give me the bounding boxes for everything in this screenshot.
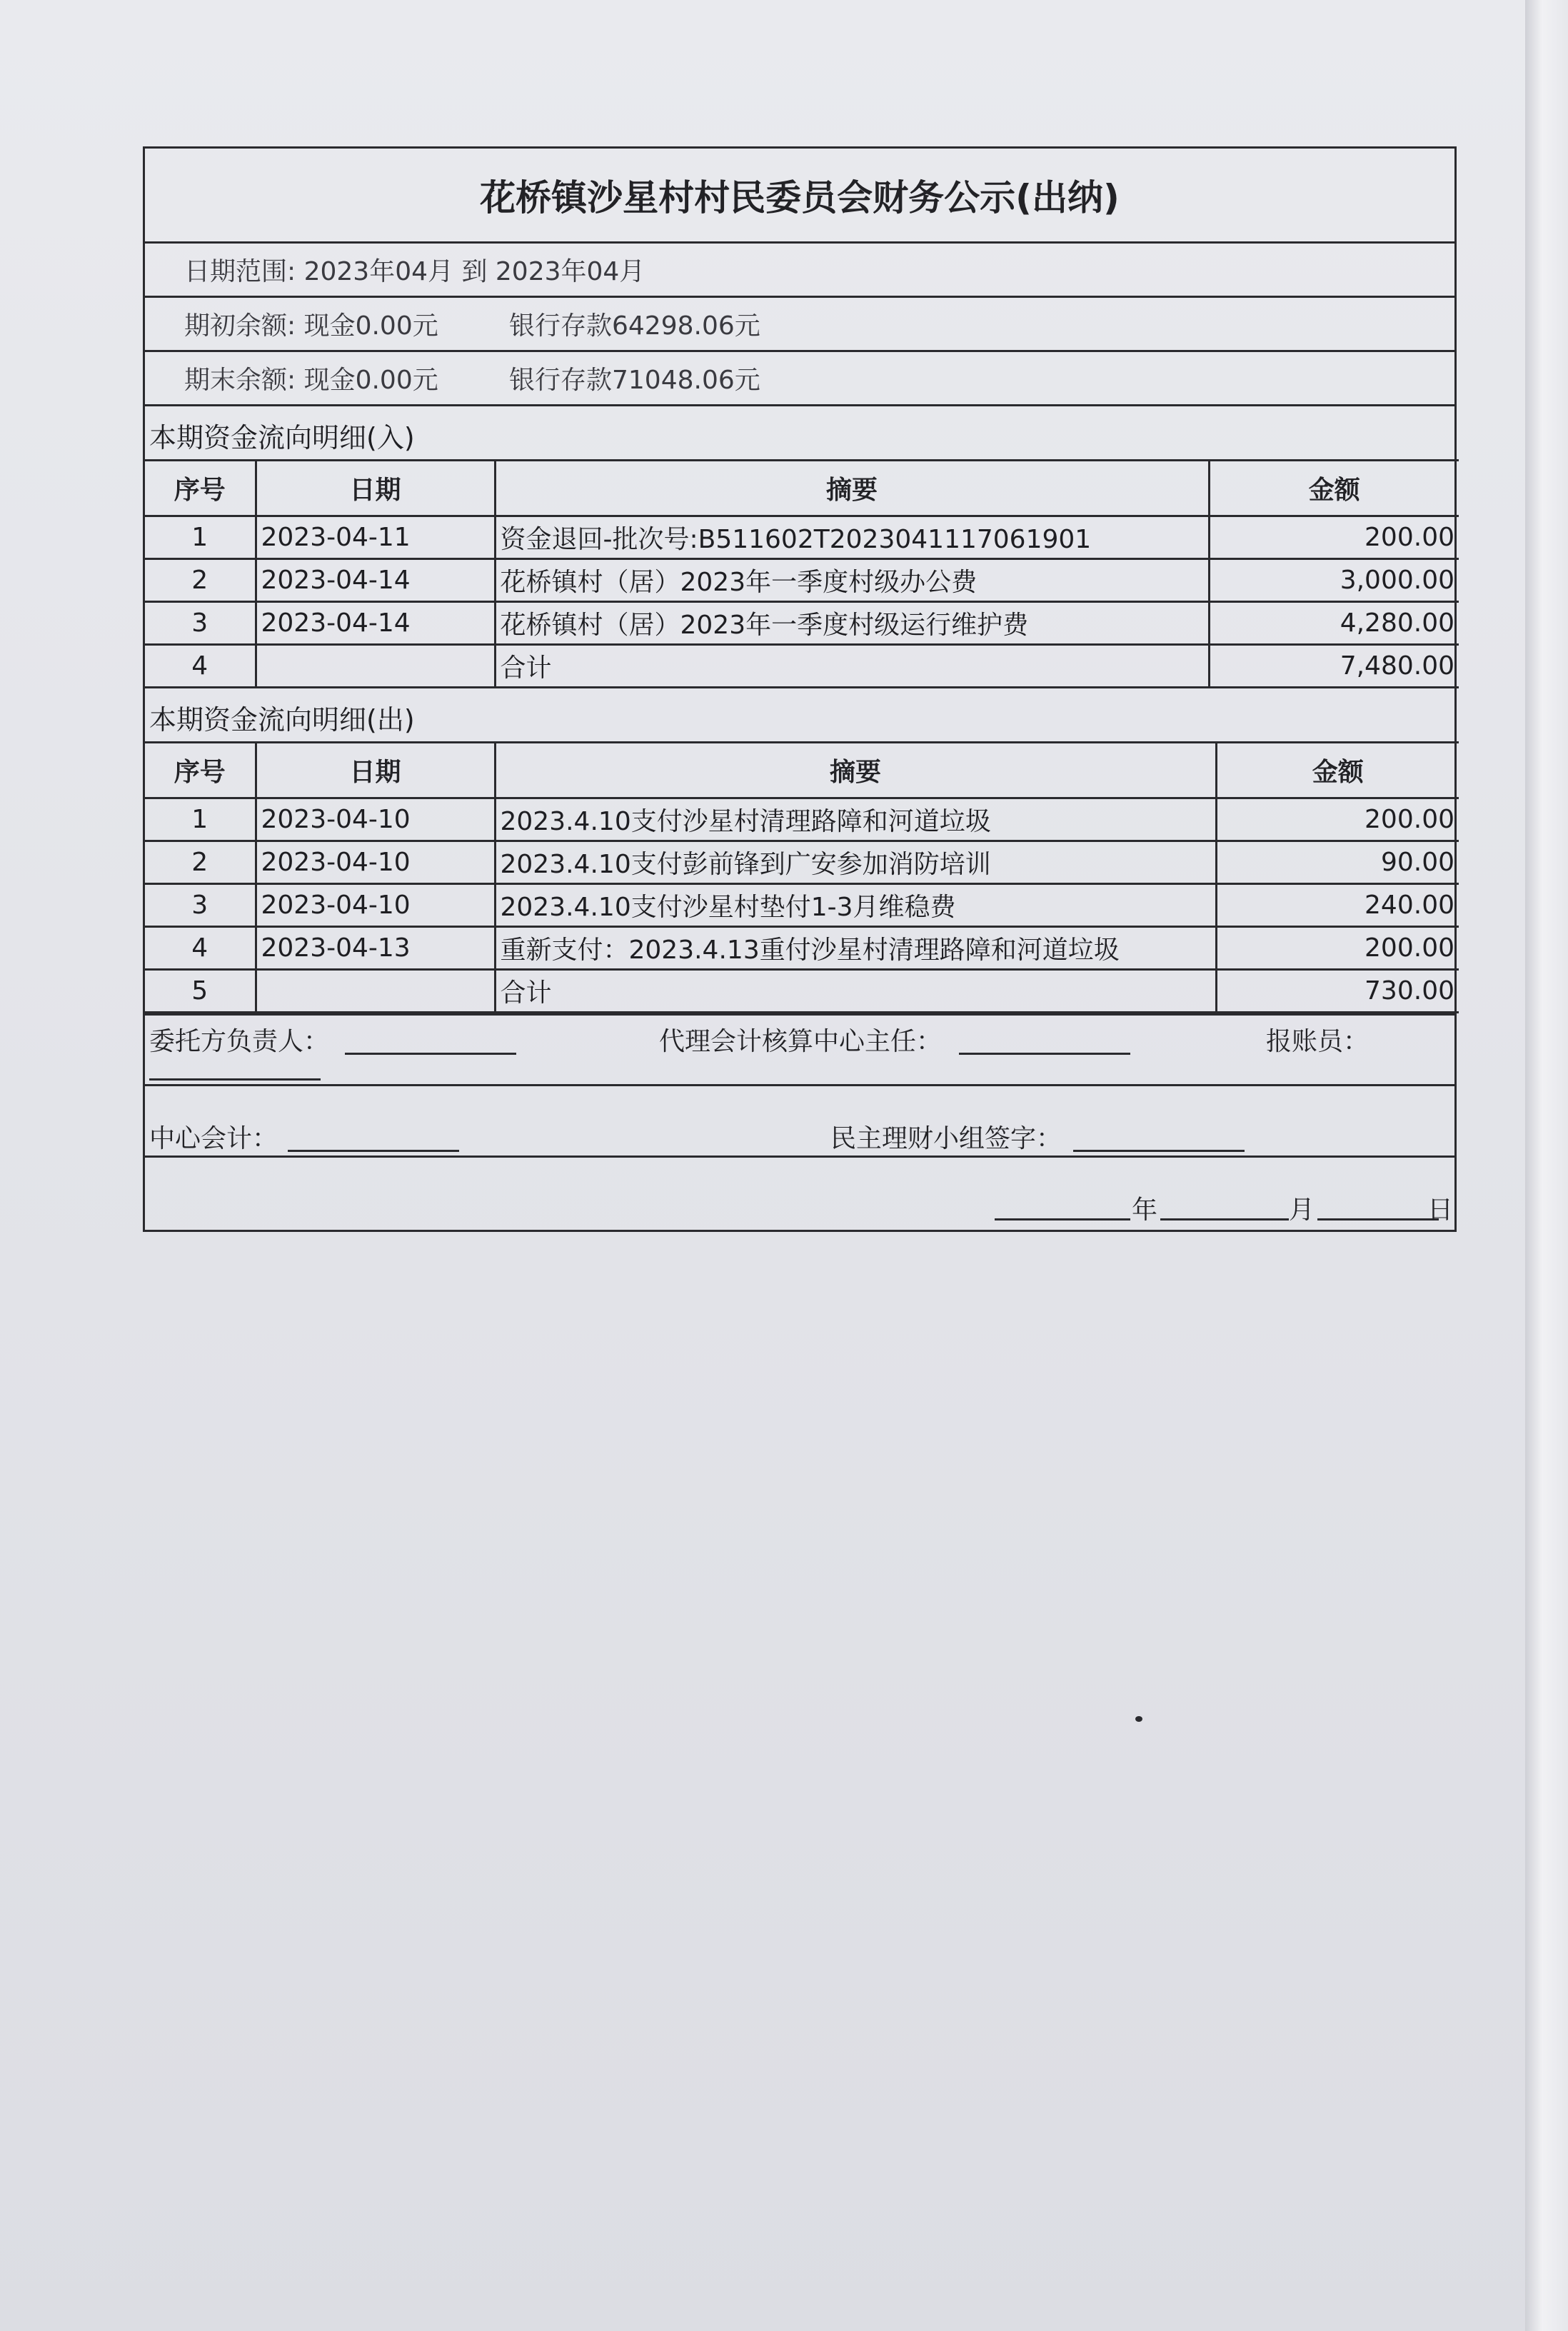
cell-summary: 花桥镇村（居）2023年一季度村级办公费 [495, 559, 1209, 602]
closing-balance-row [145, 352, 1454, 406]
cell-summary: 重新支付：2023.4.13重付沙星村清理路障和河道垃圾 [495, 927, 1216, 970]
total-row [145, 970, 1459, 1013]
table-row [145, 841, 1459, 884]
income-table [145, 459, 1459, 688]
expense-header-row [145, 743, 1459, 798]
cell-amount: 200.00 [1209, 516, 1459, 559]
cell-amount: 240.00 [1216, 884, 1459, 927]
center-accountant-label: 中心会计： [149, 1124, 278, 1153]
cell-date: 2023-04-10 [256, 798, 495, 841]
cell-date: 2023-04-14 [256, 559, 495, 602]
header-amount: 金额 [1209, 461, 1459, 516]
principal-label: 委托方负责人： [149, 1027, 330, 1056]
cell-seq: 5 [145, 970, 256, 1013]
year-label: 年 [1132, 1195, 1158, 1225]
header-seq: 序号 [145, 743, 256, 798]
cell-amount: 90.00 [1216, 841, 1459, 884]
day-label: 日 [1427, 1195, 1454, 1225]
cell-date: 2023-04-11 [256, 516, 495, 559]
date-range: 日期范围: 2023年04月 到 2023年04月 [184, 257, 645, 286]
form-title: 花桥镇沙星村村民委员会财务公示(出纳) [145, 149, 1454, 244]
signature-area [145, 1013, 1454, 1230]
month-blank [1160, 1193, 1289, 1220]
header-summary: 摘要 [495, 743, 1216, 798]
cell-date: 2023-04-14 [256, 602, 495, 645]
cell-amount: 7,480.00 [1209, 645, 1459, 688]
opening-bank: 银行存款64298.06元 [509, 311, 760, 341]
cell-date [256, 970, 495, 1013]
cell-summary: 合计 [495, 970, 1216, 1013]
header-date: 日期 [256, 461, 495, 516]
closing-bank: 银行存款71048.06元 [509, 366, 760, 395]
finance-group-signature-blank [1073, 1124, 1245, 1152]
header-date: 日期 [256, 743, 495, 798]
cell-seq: 3 [145, 602, 256, 645]
income-header-row [145, 461, 1459, 516]
cell-amount: 4,280.00 [1209, 602, 1459, 645]
signature-row-2 [145, 1084, 1454, 1158]
opening-balance-row [145, 298, 1454, 352]
day-blank [1317, 1193, 1439, 1220]
table-row [145, 559, 1459, 602]
center-director-signature-blank [959, 1027, 1130, 1055]
cell-amount: 730.00 [1216, 970, 1459, 1013]
cell-date [256, 645, 495, 688]
year-blank [995, 1193, 1130, 1220]
finance-disclosure-form [143, 146, 1457, 1232]
cell-date: 2023-04-10 [256, 841, 495, 884]
opening-cash: 期初余额: 现金0.00元 [184, 311, 438, 341]
table-row [145, 602, 1459, 645]
income-section-title: 本期资金流向明细(入) [149, 422, 415, 453]
closing-cash: 期末余额: 现金0.00元 [184, 366, 438, 395]
cell-summary: 2023.4.10支付沙星村垫付1-3月维稳费 [495, 884, 1216, 927]
cell-summary: 资金退回-批次号:B511602T2023041117061901 [495, 516, 1209, 559]
paper-speck [1135, 1716, 1142, 1722]
cell-amount: 200.00 [1216, 927, 1459, 970]
cell-amount: 3,000.00 [1209, 559, 1459, 602]
header-summary: 摘要 [495, 461, 1209, 516]
expense-section-title: 本期资金流向明细(出) [149, 704, 415, 736]
center-director-label: 代理会计核算中心主任： [659, 1027, 943, 1056]
cell-date: 2023-04-13 [256, 927, 495, 970]
header-amount: 金额 [1216, 743, 1459, 798]
cell-seq: 2 [145, 559, 256, 602]
total-row [145, 645, 1459, 688]
header-seq: 序号 [145, 461, 256, 516]
signature-row-1 [145, 1016, 1454, 1086]
cell-seq: 1 [145, 516, 256, 559]
principal-signature-blank [345, 1027, 516, 1055]
cell-summary: 花桥镇村（居）2023年一季度村级运行维护费 [495, 602, 1209, 645]
cell-summary: 2023.4.10支付沙星村清理路障和河道垃圾 [495, 798, 1216, 841]
cell-summary: 合计 [495, 645, 1209, 688]
table-row [145, 927, 1459, 970]
cell-seq: 3 [145, 884, 256, 927]
center-accountant-signature-blank [288, 1124, 459, 1152]
cell-seq: 4 [145, 645, 256, 688]
date-range-row [145, 244, 1454, 298]
signature-date-row [145, 1156, 1454, 1230]
month-label: 月 [1289, 1195, 1315, 1225]
table-row [145, 798, 1459, 841]
paper-edge [1525, 0, 1568, 2331]
expense-table [145, 741, 1459, 1013]
table-row [145, 884, 1459, 927]
cell-amount: 200.00 [1216, 798, 1459, 841]
cell-date: 2023-04-10 [256, 884, 495, 927]
cell-summary: 2023.4.10支付彭前锋到广安参加消防培训 [495, 841, 1216, 884]
table-row [145, 516, 1459, 559]
cell-seq: 1 [145, 798, 256, 841]
clerk-signature-blank [149, 1053, 321, 1081]
cell-seq: 2 [145, 841, 256, 884]
cell-seq: 4 [145, 927, 256, 970]
finance-group-label: 民主理财小组签字： [830, 1124, 1062, 1153]
clerk-label: 报账员： [1266, 1027, 1370, 1056]
